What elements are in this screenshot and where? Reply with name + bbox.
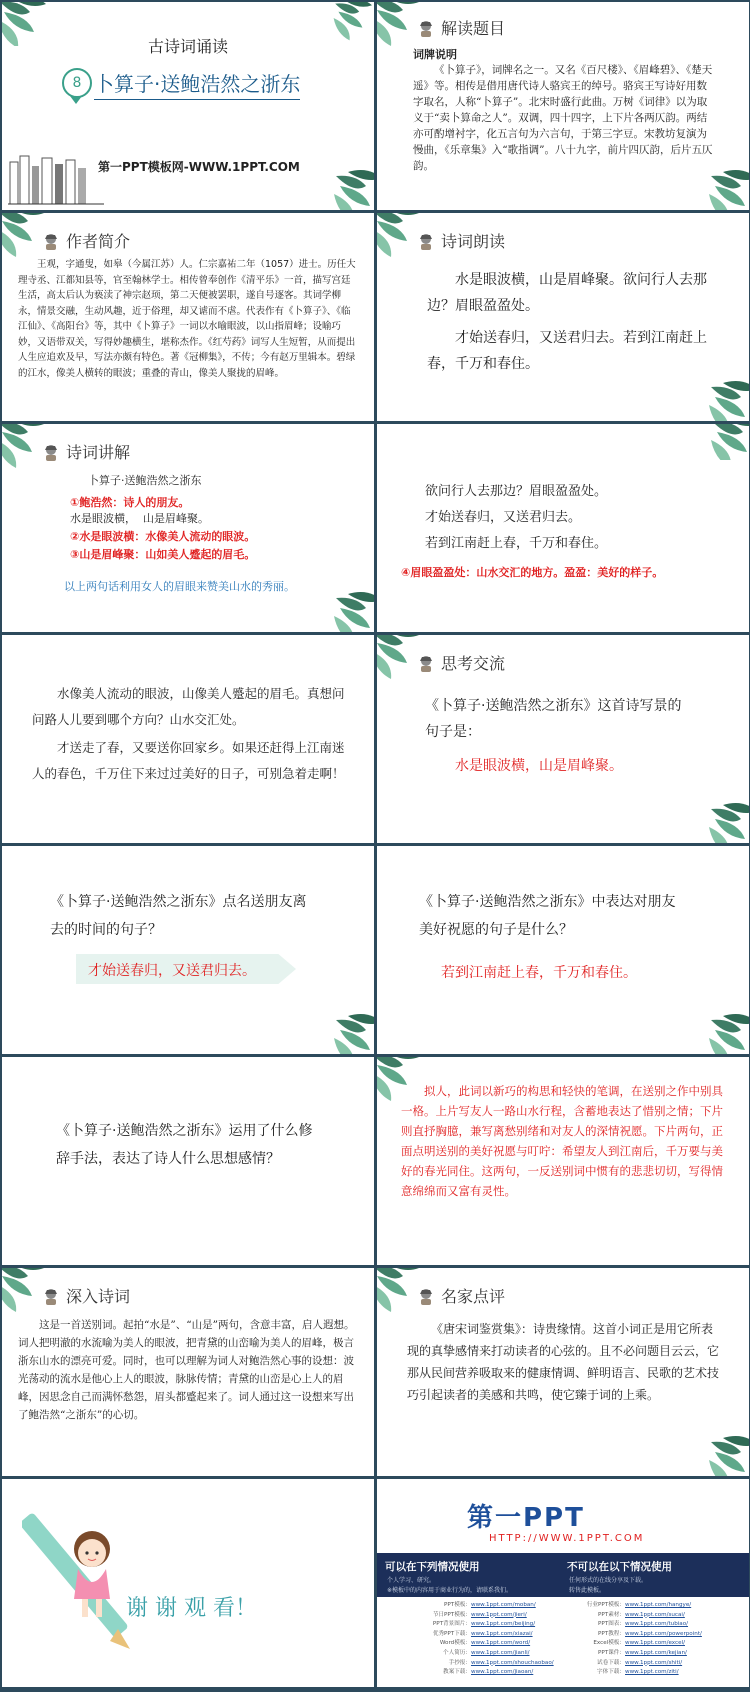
cannot-use-item: 任何形式的在线分享及下载。 <box>569 1577 648 1584</box>
answer: 才始送春归，又送君归去。 <box>88 963 256 979</box>
link-row <box>567 1668 737 1678</box>
slide-8[interactable] <box>377 635 749 843</box>
link-url[interactable]: www.1ppt.com/jieri/ <box>471 1611 527 1618</box>
link-url[interactable]: www.1ppt.com/tubiao/ <box>625 1621 689 1628</box>
slide-7[interactable] <box>2 635 374 843</box>
leaf-decoration <box>330 1014 374 1054</box>
slide-header <box>417 651 505 674</box>
answer: 水是眼波横，山是眉峰聚。 <box>455 758 623 774</box>
lesson-number: 8 <box>62 68 92 98</box>
leaf-decoration <box>705 1014 749 1054</box>
slide-14[interactable] <box>377 1268 749 1476</box>
question: 《卜算子·送鲍浩然之浙东》中表达对朋友美好祝愿的句子是什么？ <box>419 894 676 938</box>
leaf-decoration <box>705 170 749 210</box>
link-label: 节日PPT模板： <box>432 1611 471 1618</box>
answer: 若到江南赶上春，千万和春住。 <box>441 965 637 981</box>
body-text: 王观，字通叟，如皋（今属江苏）人。仁宗嘉祐二年（1057）进士。历任大理寺丞、江都知县等，官至翰林学士。相传曾奉创作《清平乐》一首，描写宫廷生活，高太后认为亵渎了神宗赵顼，第二天便被罢职，遂自号逐客。其词学柳永，情景交融，生动风趣，近于俗理，却又谑而不虐。代表作有《卜算子》、《临江仙》、《高阳台》等，其中《卜算子》一词以水喻眼波，以山指眉峰；设喻巧妙，又语带双关，写得妙趣横生，堪称杰作。《红芍药》词写人生短暂，从而提出人生应追欢及早，写法亦颇有特色。著《冠柳集》，不传；今有赵万里辑本。碧绿的江水，像美人横转的眼波；重叠的青山，像美人聚拢的眉峰。 <box>18 259 356 379</box>
scholar-icon <box>417 1287 435 1305</box>
note: ④眉眼盈盈处：山水交汇的地方。盈盈：美好的样子。 <box>401 566 664 579</box>
question: 《卜算子·送鲍浩然之浙东》这首诗写景的句子是： <box>425 698 682 740</box>
slide-1[interactable] <box>2 2 374 210</box>
slide-5[interactable] <box>2 424 374 632</box>
link-label: PPT素材： <box>598 1611 625 1618</box>
subhead: 词牌说明 <box>413 48 457 61</box>
link-url[interactable]: www.1ppt.com/xiazai/ <box>471 1630 533 1637</box>
slide-3[interactable] <box>2 213 374 421</box>
leaf-decoration <box>330 170 374 210</box>
link-row <box>567 1639 737 1649</box>
link-url[interactable]: www.1ppt.com/excel/ <box>625 1640 685 1647</box>
leaf-decoration <box>705 1436 749 1476</box>
link-label: PPT背景图片： <box>432 1621 471 1628</box>
header-label: 诗词讲解 <box>66 443 131 462</box>
link-url[interactable]: www.1ppt.com/beijing/ <box>471 1621 536 1628</box>
link-label: 优秀PPT下载： <box>432 1630 471 1637</box>
translation: 水像美人流动的眼波，山像美人蹙起的眉毛。真想问问路人儿要到哪个方向？山水交汇处。 <box>32 686 345 727</box>
link-label: 教案下载： <box>443 1669 471 1676</box>
slide-header <box>417 229 505 252</box>
poem-title: 卜算子·送鲍浩然之浙东 <box>88 474 202 487</box>
poem-line: 才始送春归，又送君归去。 <box>425 510 582 525</box>
link-row <box>413 1630 573 1640</box>
poem-line: 若到江南赶上春，千万和春住。 <box>425 536 608 551</box>
link-label: 字体下载： <box>597 1669 625 1676</box>
scholar-icon <box>42 443 60 461</box>
slide-heading: 古诗词诵读 <box>147 37 228 56</box>
slide-6[interactable] <box>377 424 749 632</box>
translation: 才送走了春，又要送你回家乡。如果还赶得上江南迷人的春色，千万住下来过过美好的日子，可别急着走啊！ <box>32 740 345 781</box>
poem-line: 欲问行人去那边？眉眼盈盈处。 <box>425 484 608 499</box>
thanks-text: 谢 谢 观 看！ <box>126 1596 257 1621</box>
header-label: 诗词朗读 <box>441 232 506 251</box>
note: ①鲍浩然：诗人的朋友。 <box>70 496 190 509</box>
body-text: 《唐宋词鉴赏集》：诗贵缘情。这首小词正是用它所表现的真挚感情来打动读者的心弦的。且不必问题目云云，它那从民间营养吸取来的健康情调、鲜明语言、民歌的艺术技巧引起读者的美感和共鸣，使它臻于词的上乘。 <box>407 1322 720 1402</box>
slide-header <box>42 1284 130 1307</box>
link-label: 试卷下载： <box>597 1659 625 1666</box>
usage-panel <box>377 1553 749 1687</box>
books-icon <box>8 152 104 208</box>
answer-text: 拟人，此词以新巧的构思和轻快的笔调，在送别之作中别具一格。上片写友人一路山水行程，含蓄地表达了惜别之情；下片则直抒胸臆，兼写离愁别绪和对友人的深情祝愿。下片两句，正面点明送别的美好祝愿与叮咛：希望友人到江南后，千万要与美好的春光同住。这两句，一反送别词中惯有的悲悲切切，写得情意绵绵而又富有灵性。 <box>401 1084 723 1198</box>
scholar-icon <box>417 19 435 37</box>
slide-header <box>417 1284 505 1307</box>
slide-16[interactable] <box>377 1479 749 1687</box>
scholar-icon <box>417 232 435 250</box>
scholar-icon <box>417 654 435 672</box>
slide-13[interactable] <box>2 1268 374 1476</box>
link-url[interactable]: www.1ppt.com/kejian/ <box>625 1649 687 1656</box>
poem-line: 才始送春归，又送君归去。若到江南赶上春，千万和春住。 <box>427 330 707 372</box>
link-label: 个人简历： <box>443 1649 471 1656</box>
slide-12[interactable] <box>377 1057 749 1265</box>
slide-2[interactable] <box>377 2 749 210</box>
link-url[interactable]: www.1ppt.com/powerpoint/ <box>625 1630 702 1637</box>
cannot-use-title: 不可以在以下情况使用 <box>567 1561 672 1573</box>
link-row <box>413 1601 573 1611</box>
slide-15[interactable] <box>2 1479 374 1687</box>
left-links <box>413 1601 573 1678</box>
link-row <box>567 1601 737 1611</box>
note: ②水是眼波横：水像美人流动的眼波。 <box>70 530 256 543</box>
brand-logo: 第一PPT <box>467 1503 585 1533</box>
link-url[interactable]: www.1ppt.com/jiaoan/ <box>471 1669 534 1676</box>
slide-11[interactable] <box>2 1057 374 1265</box>
link-label: PPT课件： <box>598 1649 625 1656</box>
girl-with-pencil-illustration <box>22 1499 132 1659</box>
link-row <box>413 1611 573 1621</box>
link-url[interactable]: www.1ppt.com/shouchaobao/ <box>471 1659 554 1666</box>
link-url[interactable]: www.1ppt.com/jianli/ <box>471 1649 530 1656</box>
lesson-title: 卜算子·送鲍浩然之浙东 <box>94 68 300 100</box>
slide-header <box>42 440 130 463</box>
question: 《卜算子·送鲍浩然之浙东》运用了什么修辞手法，表达了诗人什么思想感情？ <box>56 1123 313 1167</box>
header-label: 思考交流 <box>441 654 506 673</box>
link-label: Excel模板： <box>593 1640 625 1647</box>
summary: 以上两句话利用女人的眉眼来赞美山水的秀丽。 <box>64 580 295 593</box>
link-row <box>413 1649 573 1659</box>
pin-icon <box>70 96 82 104</box>
scholar-icon <box>42 1287 60 1305</box>
cannot-use-item: 转售此模板。 <box>569 1587 606 1594</box>
link-label: PPT图表： <box>598 1621 625 1628</box>
question: 《卜算子·送鲍浩然之浙东》点名送朋友离去的时间的句子？ <box>50 894 307 938</box>
link-url[interactable]: www.1ppt.com/word/ <box>471 1640 531 1647</box>
header-label: 深入诗词 <box>66 1287 131 1306</box>
poem-line: 水是眼波横， 山是眉峰聚。 <box>70 512 209 525</box>
slide-header <box>417 16 505 39</box>
can-use-note: ※模板中的内容用于商业行为的，请联系我们。 <box>387 1587 513 1594</box>
header-label: 作者简介 <box>66 232 131 251</box>
leaf-decoration <box>705 803 749 843</box>
link-url[interactable]: www.1ppt.com/shiti/ <box>625 1659 683 1666</box>
body-text: 《卜算子》，词牌名之一。又名《百尺楼》、《眉峰碧》、《楚天遥》等。相传是借用唐代诗人骆宾王的绰号。骆宾王写诗好用数字取名，人称“卜算子”。北宋时盛行此曲。万树《词律》以为取义于“卖卜算命之人”。双调，四十四字，上下片各两仄韵。两结亦可酌增衬字，化五言句为六言句，于第三字豆。宋教坊复演为慢曲，《乐章集》入“歌指调”。八十九字，前片四仄韵，后片五仄韵。 <box>413 64 713 172</box>
link-row <box>567 1611 737 1621</box>
link-url[interactable]: www.1ppt.com/hangye/ <box>625 1602 692 1608</box>
can-use-item: 个人学习、研究。 <box>387 1577 436 1584</box>
link-row <box>413 1639 573 1649</box>
slide-4[interactable] <box>377 213 749 421</box>
link-row <box>413 1668 573 1678</box>
link-row <box>567 1659 737 1669</box>
link-row <box>567 1649 737 1659</box>
leaf-decoration <box>709 424 749 460</box>
scholar-icon <box>42 232 60 250</box>
header-label: 名家点评 <box>441 1287 506 1306</box>
body-text: 这是一首送别词。起拍“水是”、“山是”两句，含意丰富，启人遐想。词人把明澈的水流喻为美人的眼波，把青黛的山峦喻为美人的眉峰，极言浙东山水的漂亮可爱。同时，也可以理解为词人对鲍浩然心事的设想：波光荡动的流水是他心上人的眼波，脉脉传情；青黛的山峦是心上人的眉峰，因思念自己而满怀愁怨，眉头都蹙起来了。词人通过这一设想来写出了鲍浩然“之浙东”的心切。 <box>18 1319 355 1421</box>
leaf-decoration <box>705 381 749 421</box>
link-url[interactable]: www.1ppt.com/sucai/ <box>625 1611 685 1618</box>
link-row <box>567 1630 737 1640</box>
can-use-title: 可以在下列情况使用 <box>385 1561 480 1573</box>
link-label: 行业PPT模板： <box>586 1602 625 1608</box>
right-links <box>567 1601 737 1678</box>
link-url[interactable]: www.1ppt.com/moban/ <box>471 1602 536 1608</box>
brand-url: HTTP://WWW.1PPT.COM <box>489 1533 645 1544</box>
link-row <box>413 1620 573 1630</box>
slide-header <box>42 229 130 252</box>
link-label: 手抄报： <box>448 1659 471 1666</box>
site-text: 第一PPT模板网-WWW.1PPT.COM <box>98 160 300 174</box>
link-label: Word模板： <box>439 1640 471 1647</box>
note: ③山是眉峰聚：山如美人蹙起的眉毛。 <box>70 548 256 561</box>
poem-line: 水是眼波横，山是眉峰聚。欲问行人去那边？眉眼盈盈处。 <box>427 272 707 314</box>
leaf-decoration <box>330 592 374 632</box>
slide-9[interactable] <box>2 846 374 1054</box>
link-row <box>567 1620 737 1630</box>
link-row <box>413 1659 573 1669</box>
link-label: PPT教程： <box>598 1630 625 1637</box>
link-url[interactable]: www.1ppt.com/ziti/ <box>625 1669 679 1676</box>
link-label: PPT模板： <box>444 1602 471 1608</box>
slide-10[interactable] <box>377 846 749 1054</box>
header-label: 解读题目 <box>441 19 506 38</box>
